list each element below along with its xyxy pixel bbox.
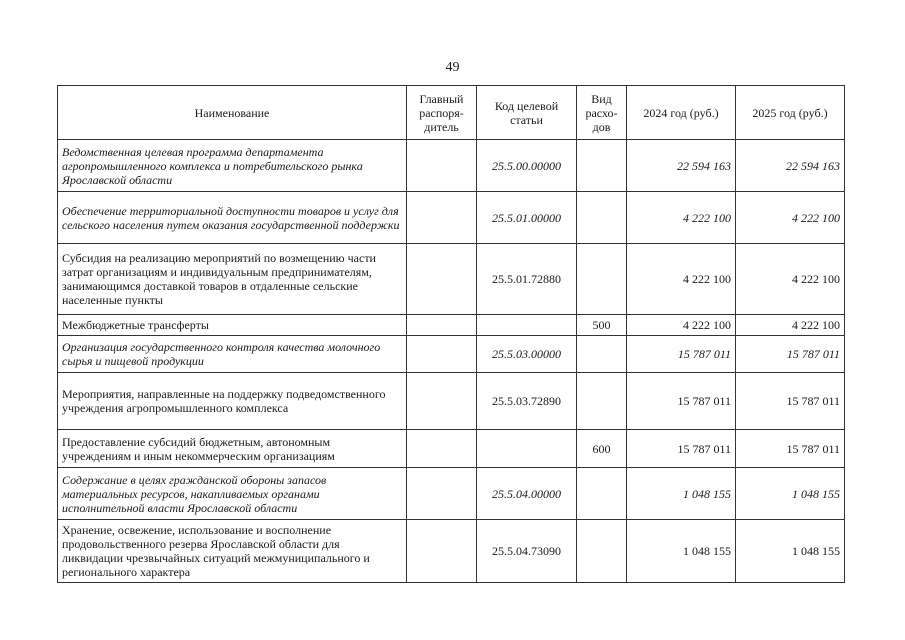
cell-chief [407,430,477,468]
table-row [58,468,845,520]
cell-name: Организация государственного контроля качества молочного сырья и пищевой продукции [58,336,407,373]
cell-name: Содержание в целях гражданской обороны запасов материальных ресурсов, накапливаемых органами исполнительной власти Ярославской области [58,468,407,520]
cell-name: Хранение, освежение, использование и восполнение продовольственного резерва Ярославской области для ликвидации чрезвычайных ситуаций межмуниципального и регионального характера [58,520,407,583]
table-row [58,192,845,244]
column-header-2025: 2025 год (руб.) [736,86,845,140]
cell-vid [577,192,627,244]
cell-code: 25.5.01.72880 [477,244,577,315]
cell-vid [577,244,627,315]
table-row [58,315,845,336]
cell-code: 25.5.03.72890 [477,373,577,430]
cell-vid: 600 [577,430,627,468]
table-row [58,336,845,373]
cell-chief [407,468,477,520]
cell-chief [407,192,477,244]
cell-2025: 1 048 155 [736,468,845,520]
cell-2024: 4 222 100 [627,315,736,336]
cell-chief [407,140,477,192]
cell-2025: 4 222 100 [736,244,845,315]
column-header-chief: Главный распоря-дитель [407,86,477,140]
column-header-name: Наименование [58,86,407,140]
cell-2025: 15 787 011 [736,430,845,468]
cell-2025: 4 222 100 [736,315,845,336]
cell-2024: 4 222 100 [627,192,736,244]
cell-vid [577,336,627,373]
cell-2024: 15 787 011 [627,430,736,468]
cell-name: Субсидия на реализацию мероприятий по возмещению части затрат организациям и индивидуальным предпринимателям, занимающимся доставкой товаров в отдаленные сельские населенные пункты [58,244,407,315]
cell-2024: 22 594 163 [627,140,736,192]
cell-code: 25.5.01.00000 [477,192,577,244]
table-row [58,373,845,430]
cell-name: Мероприятия, направленные на поддержку подведомственного учреждения агропромышленного комплекса [58,373,407,430]
cell-vid [577,468,627,520]
page-number: 49 [445,60,460,75]
cell-name: Обеспечение территориальной доступности товаров и услуг для сельского населения путем оказания государственной поддержки [58,192,407,244]
column-header-2024: 2024 год (руб.) [627,86,736,140]
cell-2025: 1 048 155 [736,520,845,583]
table-header-row [58,86,845,140]
table-row [58,430,845,468]
cell-vid [577,140,627,192]
cell-vid: 500 [577,315,627,336]
cell-2025: 22 594 163 [736,140,845,192]
cell-name: Предоставление субсидий бюджетным, автономным учреждениям и иным некоммерческим организациям [58,430,407,468]
cell-code: 25.5.04.00000 [477,468,577,520]
cell-2024: 4 222 100 [627,244,736,315]
cell-vid [577,373,627,430]
cell-chief [407,373,477,430]
column-header-code: Код целевой статьи [477,86,577,140]
table-row [58,520,845,583]
table-row [58,244,845,315]
cell-code: 25.5.03.00000 [477,336,577,373]
cell-2024: 15 787 011 [627,336,736,373]
cell-code: 25.5.00.00000 [477,140,577,192]
cell-chief [407,244,477,315]
cell-name: Межбюджетные трансферты [58,315,407,336]
cell-code [477,315,577,336]
cell-2024: 1 048 155 [627,468,736,520]
cell-vid [577,520,627,583]
cell-2025: 15 787 011 [736,336,845,373]
cell-2024: 1 048 155 [627,520,736,583]
cell-code [477,430,577,468]
cell-2025: 15 787 011 [736,373,845,430]
cell-code: 25.5.04.73090 [477,520,577,583]
column-header-vid: Вид расхо-дов [577,86,627,140]
cell-chief [407,315,477,336]
cell-chief [407,336,477,373]
cell-2025: 4 222 100 [736,192,845,244]
cell-chief [407,520,477,583]
cell-name: Ведомственная целевая программа департамента агропромышленного комплекса и потребительского рынка Ярославской области [58,140,407,192]
budget-table [57,85,845,583]
table-row [58,140,845,192]
cell-2024: 15 787 011 [627,373,736,430]
